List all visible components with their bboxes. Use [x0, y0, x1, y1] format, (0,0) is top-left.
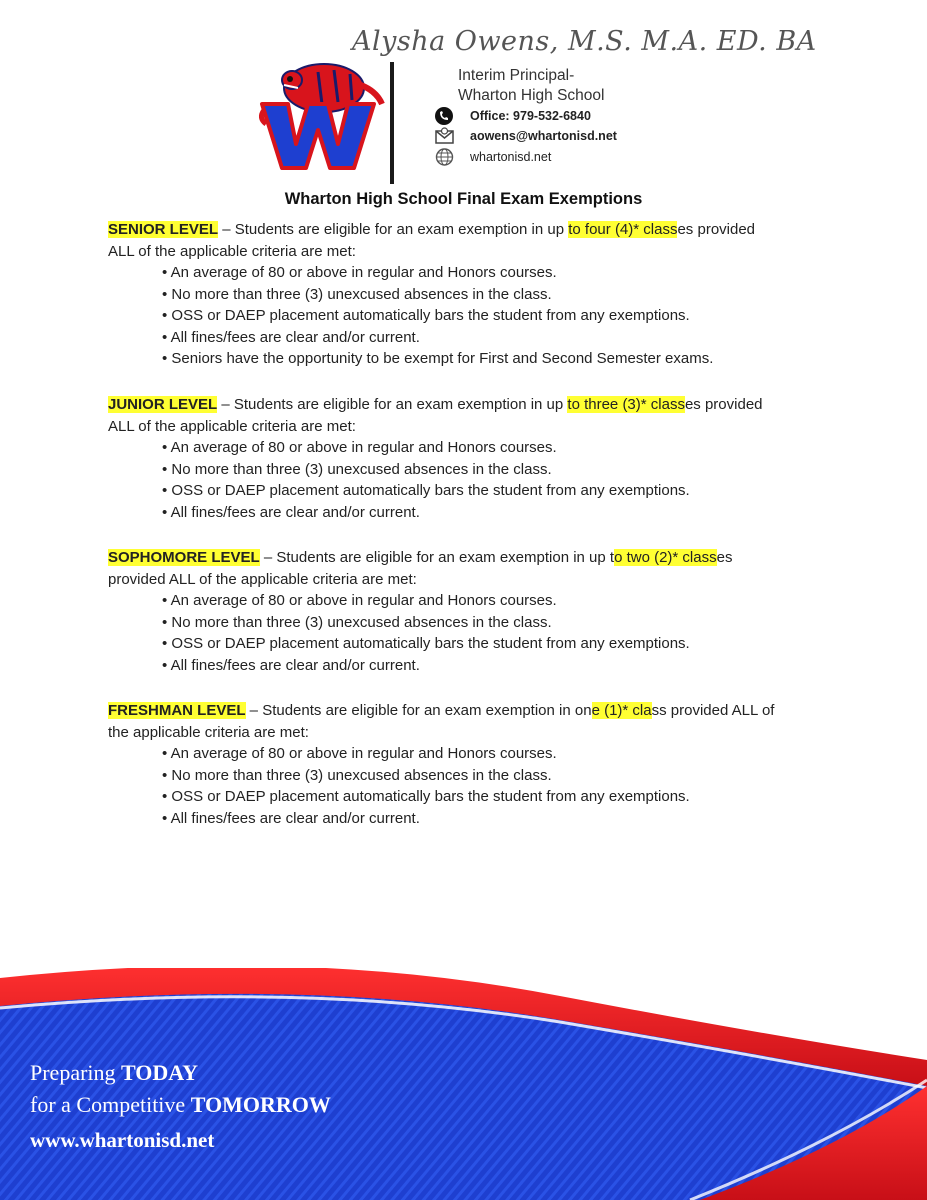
criteria-list [108, 743, 808, 829]
criteria-list [108, 590, 808, 676]
list-item: • OSS or DAEP placement automatically bars the student from any exemptions. [162, 633, 808, 655]
class-count-highlight: to four (4)* class [568, 221, 678, 238]
list-item: • All fines/fees are clear and/or current. [162, 502, 808, 524]
office-phone-text: Office: 979-532-6840 [470, 109, 591, 123]
list-item: • An average of 80 or above in regular and Honors courses. [162, 743, 808, 765]
slogan-text: Preparing [30, 1060, 122, 1085]
criteria-list [108, 437, 808, 523]
intro-text-end: es provided [684, 396, 763, 413]
intro-text: – Students are eligible for an exam exemption in up [217, 396, 568, 413]
tiger-w-logo-icon [258, 58, 386, 170]
office-phone [434, 106, 591, 126]
section-intro [108, 394, 808, 416]
email-text[interactable]: aowens@whartonisd.net [470, 129, 617, 143]
document-title: Wharton High School Final Exam Exemptions [284, 190, 643, 208]
website-text[interactable]: whartonisd.net [470, 150, 552, 164]
section-intro [108, 219, 808, 241]
class-count-highlight: o two (2)* class [614, 549, 717, 566]
level-label: SOPHOMORE LEVEL [108, 549, 260, 566]
list-item: • OSS or DAEP placement automatically bars the student from any exemptions. [162, 480, 808, 502]
level-label: SENIOR LEVEL [108, 221, 219, 238]
senior-level-section [108, 219, 808, 370]
globe-icon [434, 147, 456, 167]
slogan-today: TODAY [121, 1060, 199, 1085]
intro-line-2: ALL of the applicable criteria are met: [108, 242, 356, 260]
intro-text: – Students are eligible for an exam exemption in on [245, 702, 592, 719]
criteria-list [108, 262, 808, 370]
list-item: • OSS or DAEP placement automatically bars the student from any exemptions. [162, 305, 808, 327]
freshman-level-section [108, 700, 808, 829]
list-item: • No more than three (3) unexcused absences in the class. [162, 612, 808, 634]
website-contact [434, 147, 551, 167]
intro-text-end: es provided [677, 221, 756, 238]
list-item: • All fines/fees are clear and/or current. [162, 655, 808, 677]
list-item: • An average of 80 or above in regular and Honors courses. [162, 262, 808, 284]
intro-line-2: provided ALL of the applicable criteria are met: [108, 570, 417, 588]
principal-signature: Alysha Owens, M.S. M.A. ED. BA [352, 26, 817, 57]
mail-icon [434, 126, 456, 146]
slogan-line-2 [30, 1092, 331, 1118]
phone-icon [434, 106, 456, 126]
intro-line-2: the applicable criteria are met: [108, 723, 309, 741]
email-contact [434, 126, 617, 146]
intro-text: – Students are eligible for an exam exemption in up [218, 221, 569, 238]
slogan-text: for a Competitive [30, 1092, 191, 1117]
class-count-highlight: to three (3)* class [567, 396, 685, 413]
list-item: • An average of 80 or above in regular and Honors courses. [162, 590, 808, 612]
footer-banner [0, 968, 927, 1200]
intro-line-2: ALL of the applicable criteria are met: [108, 417, 356, 435]
intro-text-end: ss provided ALL of [651, 702, 775, 719]
level-label: FRESHMAN LEVEL [108, 702, 246, 719]
slogan-line-1 [30, 1060, 198, 1086]
principal-title [458, 66, 604, 106]
slogan-tomorrow: TOMORROW [190, 1092, 331, 1117]
class-count-highlight: e (1)* cla [591, 702, 652, 719]
section-intro [108, 700, 808, 722]
junior-level-section [108, 394, 808, 523]
intro-text-end: es [716, 549, 733, 566]
list-item: • All fines/fees are clear and/or current. [162, 327, 808, 349]
level-label: JUNIOR LEVEL [108, 396, 218, 413]
list-item: • Seniors have the opportunity to be exempt for First and Second Semester exams. [162, 348, 808, 370]
list-item: • An average of 80 or above in regular and Honors courses. [162, 437, 808, 459]
intro-text: – Students are eligible for an exam exemption in up t [259, 549, 615, 566]
section-intro [108, 547, 808, 569]
letterhead-divider [390, 62, 394, 184]
list-item: • No more than three (3) unexcused absences in the class. [162, 459, 808, 481]
list-item: • No more than three (3) unexcused absences in the class. [162, 284, 808, 306]
list-item: • No more than three (3) unexcused absences in the class. [162, 765, 808, 787]
title-line-1: Interim Principal- [458, 67, 575, 84]
footer-website[interactable]: www.whartonisd.net [30, 1128, 215, 1152]
sophomore-level-section [108, 547, 808, 676]
list-item: • OSS or DAEP placement automatically bars the student from any exemptions. [162, 786, 808, 808]
list-item: • All fines/fees are clear and/or current. [162, 808, 808, 830]
letterhead [0, 0, 927, 185]
title-line-2: Wharton High School [458, 87, 605, 104]
